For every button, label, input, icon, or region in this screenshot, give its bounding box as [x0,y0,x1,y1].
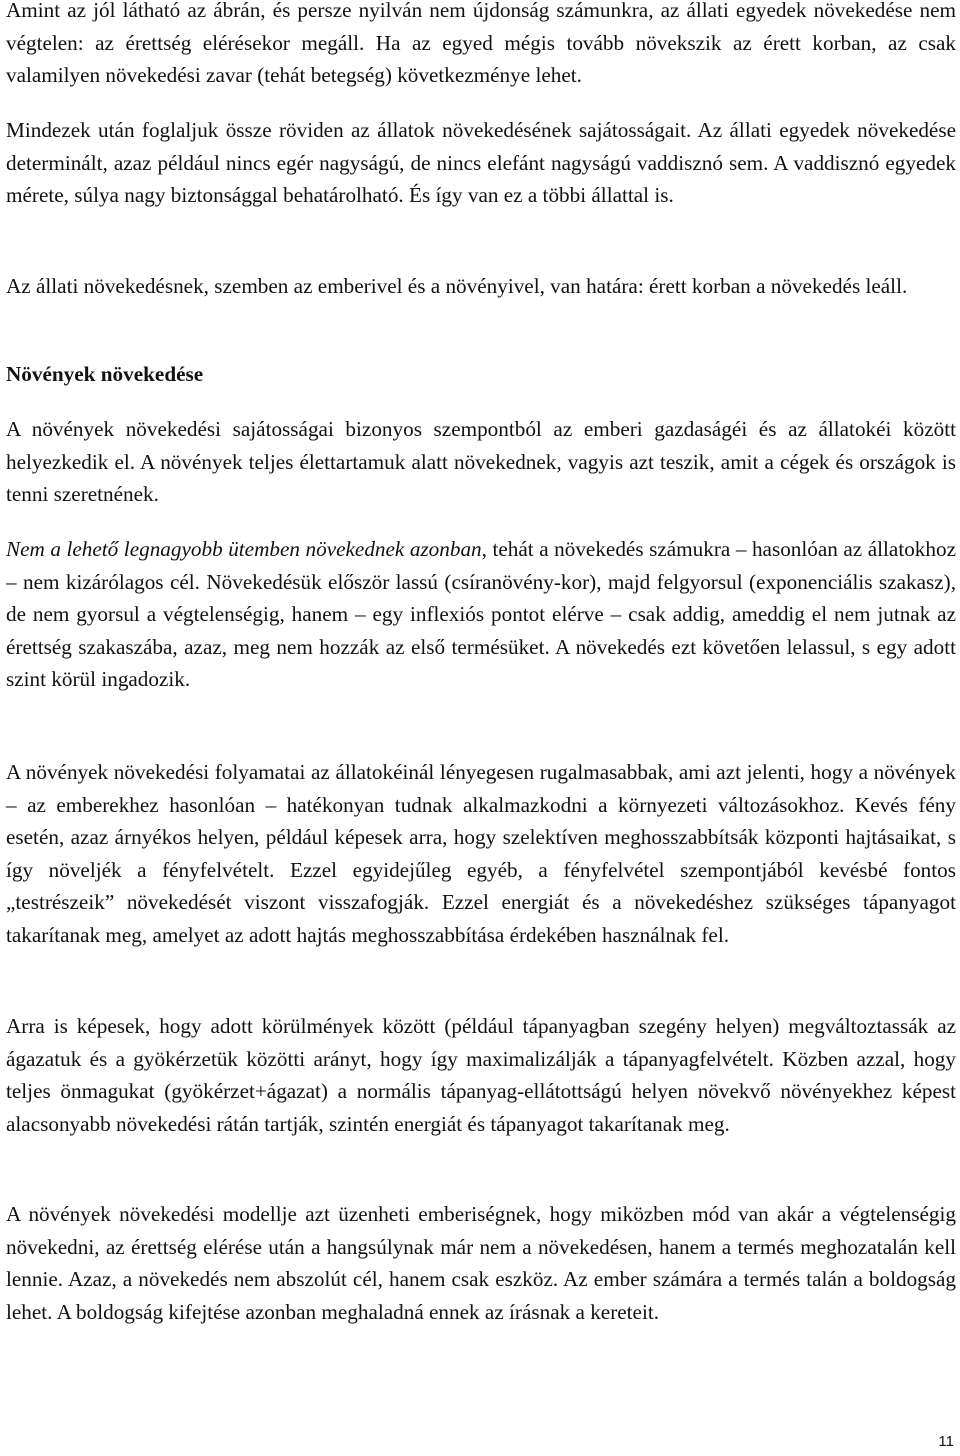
paragraph: A növények növekedési folyamatai az állatokéinál lényegesen rugalmasabbak, ami azt jelenti, hogy a növények – az emberekhez hasonlóan – hatékonyan tudnak alkalmazkodni a környezeti változásokhoz. Kevés fény esetén, azaz árnyékos helyen, például képesek arra, hogy szelektíven meghosszabbítsák központi hajtásaikat, s így növeljék a fényfelvételt. Ezzel egyidejűleg egyéb, a fényfelvétel szempontjából kevésbé fontos „testrészeik” növekedését viszont visszafogják. Ezzel energiát és a növekedéshez szükséges tápanyagot takarítanak meg, amelyet az adott hajtás meghosszabbítása érdekében használnak fel. [6,760,956,947]
paragraph: Az állati növekedésnek, szemben az emberivel és a növényivel, van határa: érett korban a növekedés leáll. [6,274,908,298]
paragraph: A növények növekedési modellje azt üzenheti emberiségnek, hogy miközben mód van akár a végtelenségig növekedni, az érettség elérése után a hangsúlynak már nem a növekedésen, hanem a termés meghozatalán kell lennie. Azaz, a növekedés nem abszolút cél, hanem csak eszköz. Az ember számára a termés talán a boldogság lehet. A boldogság kifejtése azonban meghaladná ennek az írásnak a kereteit. [6,1202,956,1324]
italic-emphasis: Nem a lehető legnagyobb ütemben növekednek azonban [6,537,482,561]
paragraph: A növények növekedési sajátosságai bizonyos szempontból az emberi gazdaságéi és az állatokéi között helyezkedik el. A növények teljes élettartamuk alatt növekednek, vagyis azt teszik, amit a cégek és országok is tenni szeretnének. [6,417,956,507]
paragraph: Arra is képesek, hogy adott körülmények között (például tápanyagban szegény helyen) megváltoztassák az ágazatuk és a gyökérzetük közötti arányt, hogy így maximalizálják a tápanyagfelvételt. Közben azzal, hogy teljes önmagukat (gyökérzet+ágazat) a normális tápanyag-ellátottságú helyen növekvő növényekhez képest alacsonyabb növekedési rátán tartják, szintén energiát és tápanyagot takarítanak meg. [6,1014,956,1136]
page-number: 11 [938,1433,954,1450]
paragraph: Amint az jól látható az ábrán, és persze nyilván nem újdonság számunkra, az állati egyedek növekedése nem végtelen: az érettség elérésekor megáll. Ha az egyed mégis tovább növekszik az érett korban, az csak valamilyen növekedési zavar (tehát betegség) következménye lehet. [6,0,956,88]
section-heading: Növények növekedése [6,362,204,386]
paragraph: Mindezek után foglaljuk össze röviden az állatok növekedésének sajátosságait. Az állati egyedek növekedése determinált, azaz például nincs egér nagyságú, de nincs elefánt nagyságú vaddisznó sem. A vaddisznó egyedek mérete, súlya nagy biztonsággal behatárolható. És így van ez a többi állattal is. [6,118,956,208]
paragraph [6,533,956,696]
paragraph-text: , tehát a növekedés számukra – hasonlóan az állatokhoz – nem kizárólagos cél. Növekedésük először lassú (csíranövény-kor), majd felgyorsul (exponenciális szakasz), de nem gyorsul a végtelenségig, hanem – egy inflexiós pontot elérve – csak addig, ameddig el nem jutnak az érettség szakaszába, azaz, meg nem hozzák az első termésüket. A növekedés ezt követően lelassul, s egy adott szint körül ingadozik. [6,537,956,692]
